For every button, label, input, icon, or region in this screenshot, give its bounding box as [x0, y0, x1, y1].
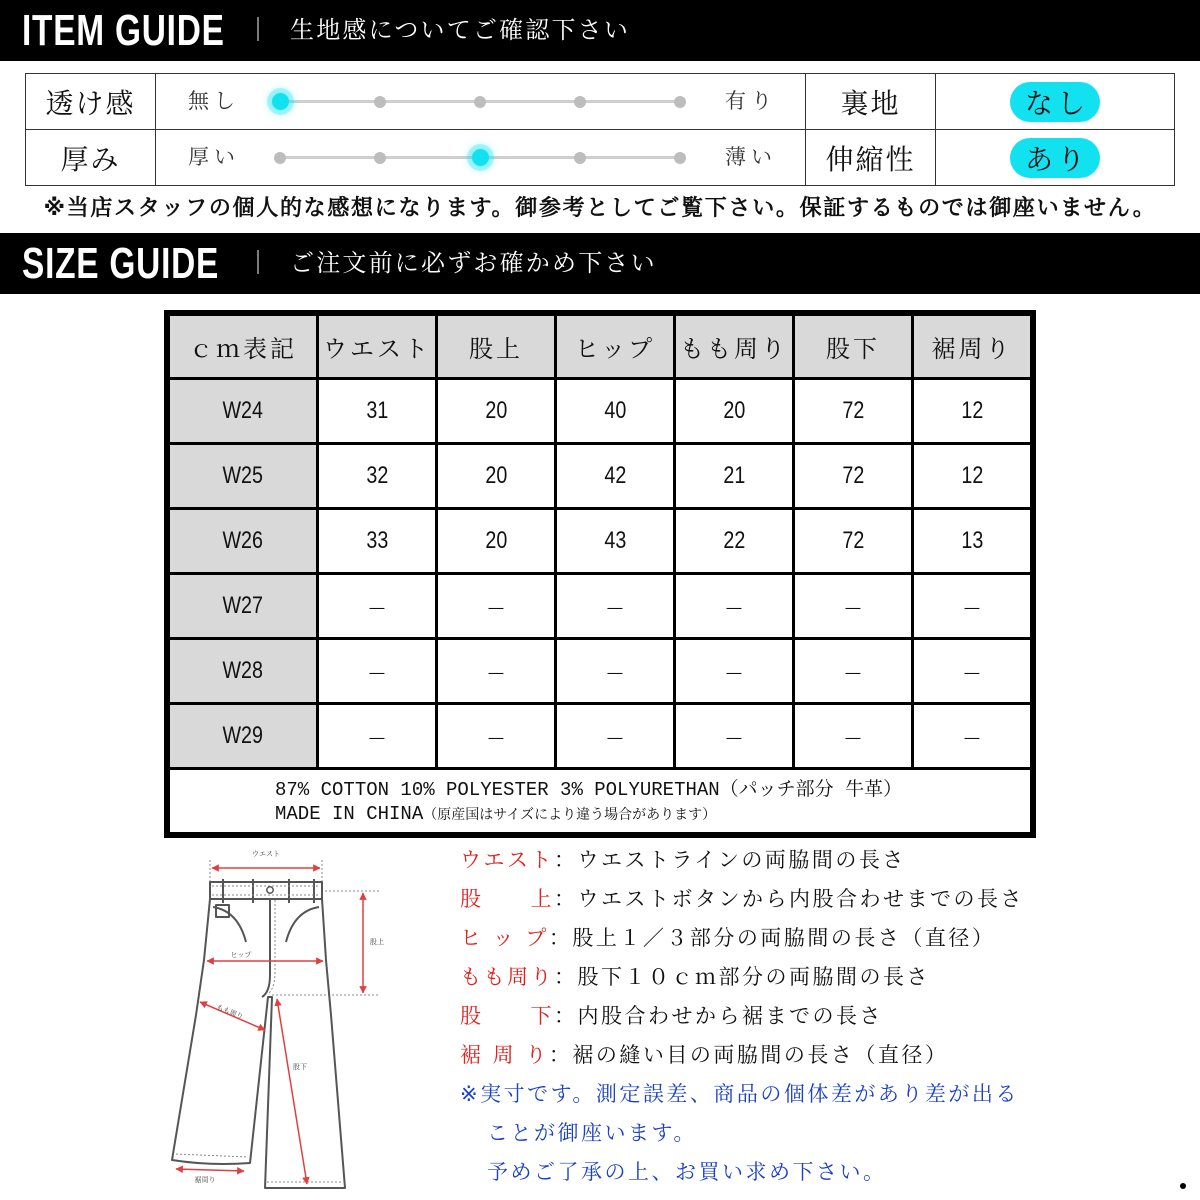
- definition-separator: ：: [554, 848, 578, 872]
- table-cell: [438, 380, 554, 442]
- table-cell: [319, 575, 435, 637]
- waist-value: 32: [366, 462, 388, 489]
- thigh-value: 22: [723, 527, 745, 554]
- thigh-value: －: [724, 660, 744, 688]
- table-cell: [914, 575, 1030, 637]
- rise-value: －: [486, 725, 506, 753]
- inseam-arrow: [277, 999, 307, 1184]
- scale-max-label: 薄い: [725, 145, 777, 169]
- hem-value: 12: [961, 397, 983, 424]
- scale-min-label: 厚い: [188, 145, 240, 169]
- size-label-cell: [170, 575, 316, 637]
- definition-separator: ：: [548, 926, 573, 950]
- pants-diagram: [160, 840, 400, 1195]
- table-cell: [676, 510, 792, 572]
- attribute-value-cell: [936, 74, 1174, 129]
- thigh-value: －: [724, 725, 744, 753]
- definition-inseam: [460, 997, 1024, 1036]
- scale-min-label: 無し: [188, 89, 240, 113]
- scale-label-thickness: 厚み: [26, 130, 155, 185]
- table-cell: [676, 445, 792, 507]
- definition-term: 裾 周 り: [460, 1043, 549, 1067]
- size-guide-subtitle: ご注文前に必ずお確かめ下さい: [290, 249, 657, 277]
- waist-value: －: [367, 660, 387, 688]
- waist-value: 31: [366, 397, 388, 424]
- hem-value: 12: [961, 462, 983, 489]
- size-label-cell: [170, 640, 316, 702]
- definition-text: 股下１０ｃｍ部分の両脇間の長さ: [577, 965, 930, 989]
- header-separator: ｜: [246, 16, 270, 44]
- definition-text: ウエストラインの両脇間の長さ: [577, 848, 906, 872]
- material-cell: [170, 770, 1030, 832]
- hip-value: －: [605, 725, 625, 753]
- table-cell: [438, 575, 554, 637]
- hem-label: 裾周り: [194, 1176, 216, 1184]
- item-guide-subtitle: 生地感についてご確認下さい: [290, 16, 631, 44]
- waist-label: ウエスト: [252, 850, 280, 858]
- waist-value: 33: [366, 527, 388, 554]
- table-cell: [795, 510, 911, 572]
- definition-waist: [460, 841, 1024, 880]
- scale-dot: [374, 96, 386, 108]
- hem-arrow: [176, 1169, 244, 1171]
- table-cell: [795, 640, 911, 702]
- table-cell: [557, 445, 673, 507]
- table-cell: [676, 380, 792, 442]
- guide-lines: [210, 860, 380, 995]
- size-table: [164, 310, 1036, 838]
- size-label-cell: [170, 705, 316, 767]
- item-guide-table: [25, 73, 1175, 186]
- definition-rise: [460, 880, 1024, 919]
- scale-dot: [574, 152, 586, 164]
- attribute-label-stretch: 伸縮性: [806, 130, 935, 185]
- hem-value: －: [962, 660, 982, 688]
- definition-thigh: [460, 958, 1024, 997]
- size-label-cell: [170, 445, 316, 507]
- scale-dot-selected: [472, 149, 489, 166]
- table-cell: [319, 640, 435, 702]
- header-separator: ｜: [246, 249, 270, 277]
- size-label: W28: [222, 657, 264, 684]
- hip-value: 40: [604, 397, 626, 424]
- rise-value: 20: [485, 462, 507, 489]
- table-cell: [914, 640, 1030, 702]
- measurement-definitions: [460, 841, 1024, 1192]
- hem-value: 13: [961, 527, 983, 554]
- definition-term: 股 上: [460, 887, 554, 911]
- inseam-value: －: [843, 725, 863, 753]
- header-cm-notation: ｃｍ表記: [170, 316, 316, 377]
- inseam-value: 72: [842, 462, 864, 489]
- definition-term: ヒ ッ プ: [460, 926, 549, 950]
- scale-dot: [474, 96, 486, 108]
- thigh-value: 20: [723, 397, 745, 424]
- header-inseam: 股下: [795, 316, 911, 377]
- table-cell: [557, 705, 673, 767]
- definition-term: もも周り: [460, 965, 554, 989]
- item-guide-title: ITEM GUIDE: [22, 6, 225, 55]
- size-label-cell: [170, 510, 316, 572]
- material-line: 87% COTTON 10% POLYESTER 3% POLYURETHAN（パッチ部分 牛革）: [275, 779, 903, 801]
- definition-separator: ：: [548, 1043, 573, 1067]
- scale-dot: [274, 152, 286, 164]
- table-cell: [557, 640, 673, 702]
- header-hip: ヒップ: [557, 316, 673, 377]
- inseam-value: －: [843, 595, 863, 623]
- size-guide-title: SIZE GUIDE: [22, 239, 220, 288]
- scale-track: [280, 156, 680, 159]
- thigh-value: 21: [723, 462, 745, 489]
- header-hem: 裾周り: [914, 316, 1030, 377]
- thickness-scale: [156, 130, 805, 185]
- table-cell: [914, 510, 1030, 572]
- table-cell: [914, 445, 1030, 507]
- size-label-cell: [170, 380, 316, 442]
- disclaimer-line: ことが御座います。: [487, 1121, 697, 1145]
- inseam-value: －: [843, 660, 863, 688]
- origin-text: MADE IN CHINA: [275, 803, 424, 825]
- attribute-value-cell: [936, 130, 1174, 185]
- hip-value: －: [605, 595, 625, 623]
- attribute-label-lining: 裏地: [806, 74, 935, 129]
- pants-outline: [172, 879, 345, 1188]
- size-label: W27: [222, 592, 264, 619]
- table-cell: [676, 640, 792, 702]
- lining-value-badge: なし: [1010, 82, 1100, 122]
- table-cell: [795, 705, 911, 767]
- hip-value: 43: [604, 527, 626, 554]
- stitching: [176, 886, 343, 1182]
- table-cell: [319, 445, 435, 507]
- definition-term: 股 下: [460, 1004, 554, 1028]
- definition-text: 裾の縫い目の両脇間の長さ（直径）: [572, 1043, 949, 1067]
- scale-dot: [674, 152, 686, 164]
- size-guide-header: [0, 233, 1200, 294]
- rise-label: 股上: [370, 938, 384, 946]
- definition-term: ウエスト: [460, 848, 554, 872]
- rise-value: 20: [485, 527, 507, 554]
- sheerness-scale: [156, 74, 805, 129]
- corner-dot: [1180, 1183, 1186, 1189]
- table-cell: [795, 445, 911, 507]
- disclaimer-line: ※実寸です。測定誤差、商品の個体差があり差が出る: [460, 1082, 1019, 1106]
- definition-hem: [460, 1036, 1024, 1075]
- hip-value: －: [605, 660, 625, 688]
- table-cell: [438, 510, 554, 572]
- table-cell: [557, 510, 673, 572]
- thigh-value: －: [724, 595, 744, 623]
- header-thigh: もも周り: [676, 316, 792, 377]
- button-icon: [267, 887, 273, 893]
- table-cell: [914, 380, 1030, 442]
- origin-line: [275, 802, 1030, 827]
- table-cell: [557, 380, 673, 442]
- scale-dot: [574, 96, 586, 108]
- size-label: W25: [222, 462, 264, 489]
- size-label: W24: [222, 397, 264, 424]
- definition-separator: ：: [554, 965, 578, 989]
- table-cell: [914, 705, 1030, 767]
- table-cell: [319, 705, 435, 767]
- table-cell: [676, 575, 792, 637]
- disclaimer-line: 予めご了承の上、お買い求め下さい。: [487, 1160, 887, 1184]
- hem-value: －: [962, 595, 982, 623]
- inseam-value: 72: [842, 397, 864, 424]
- origin-note: （原産国はサイズにより違う場合があります）: [423, 807, 717, 823]
- definition-text: 股上１／３部分の両脇間の長さ（直径）: [572, 926, 996, 950]
- item-guide-header: [0, 0, 1200, 61]
- definition-hip: [460, 919, 1024, 958]
- table-cell: [795, 575, 911, 637]
- size-label: W26: [222, 527, 264, 554]
- hip-label: ヒップ: [230, 951, 252, 959]
- waist-value: －: [367, 595, 387, 623]
- scale-dot: [374, 152, 386, 164]
- scale-track: [280, 100, 680, 103]
- staff-opinion-note: ※当店スタッフの個人的な感想になります。御参考としてご覧下さい。保証するものでは御座いません。: [43, 196, 1157, 221]
- table-cell: [438, 705, 554, 767]
- rise-value: 20: [485, 397, 507, 424]
- table-cell: [795, 380, 911, 442]
- table-cell: [319, 380, 435, 442]
- definition-text: 内股合わせから裾までの長さ: [577, 1004, 883, 1028]
- inseam-value: 72: [842, 527, 864, 554]
- scale-label-sheerness: 透け感: [26, 74, 155, 129]
- waist-value: －: [367, 725, 387, 753]
- stretch-value-badge: あり: [1010, 138, 1100, 178]
- hem-value: －: [962, 725, 982, 753]
- scale-max-label: 有り: [725, 89, 777, 113]
- scale-dot-selected: [272, 93, 289, 110]
- table-cell: [438, 640, 554, 702]
- definition-separator: ：: [554, 887, 578, 911]
- rise-value: －: [486, 660, 506, 688]
- table-cell: [319, 510, 435, 572]
- table-cell: [438, 445, 554, 507]
- header-rise: 股上: [438, 316, 554, 377]
- definition-text: ウエストボタンから内股合わせまでの長さ: [577, 887, 1024, 911]
- inseam-label: 股下: [293, 1063, 307, 1071]
- table-cell: [676, 705, 792, 767]
- header-waist: ウエスト: [319, 316, 435, 377]
- table-cell: [557, 575, 673, 637]
- definition-separator: ：: [554, 1004, 578, 1028]
- scale-dot: [674, 96, 686, 108]
- size-label: W29: [222, 722, 264, 749]
- thigh-label: もも周り: [215, 1003, 245, 1022]
- hip-value: 42: [604, 462, 626, 489]
- rise-value: －: [486, 595, 506, 623]
